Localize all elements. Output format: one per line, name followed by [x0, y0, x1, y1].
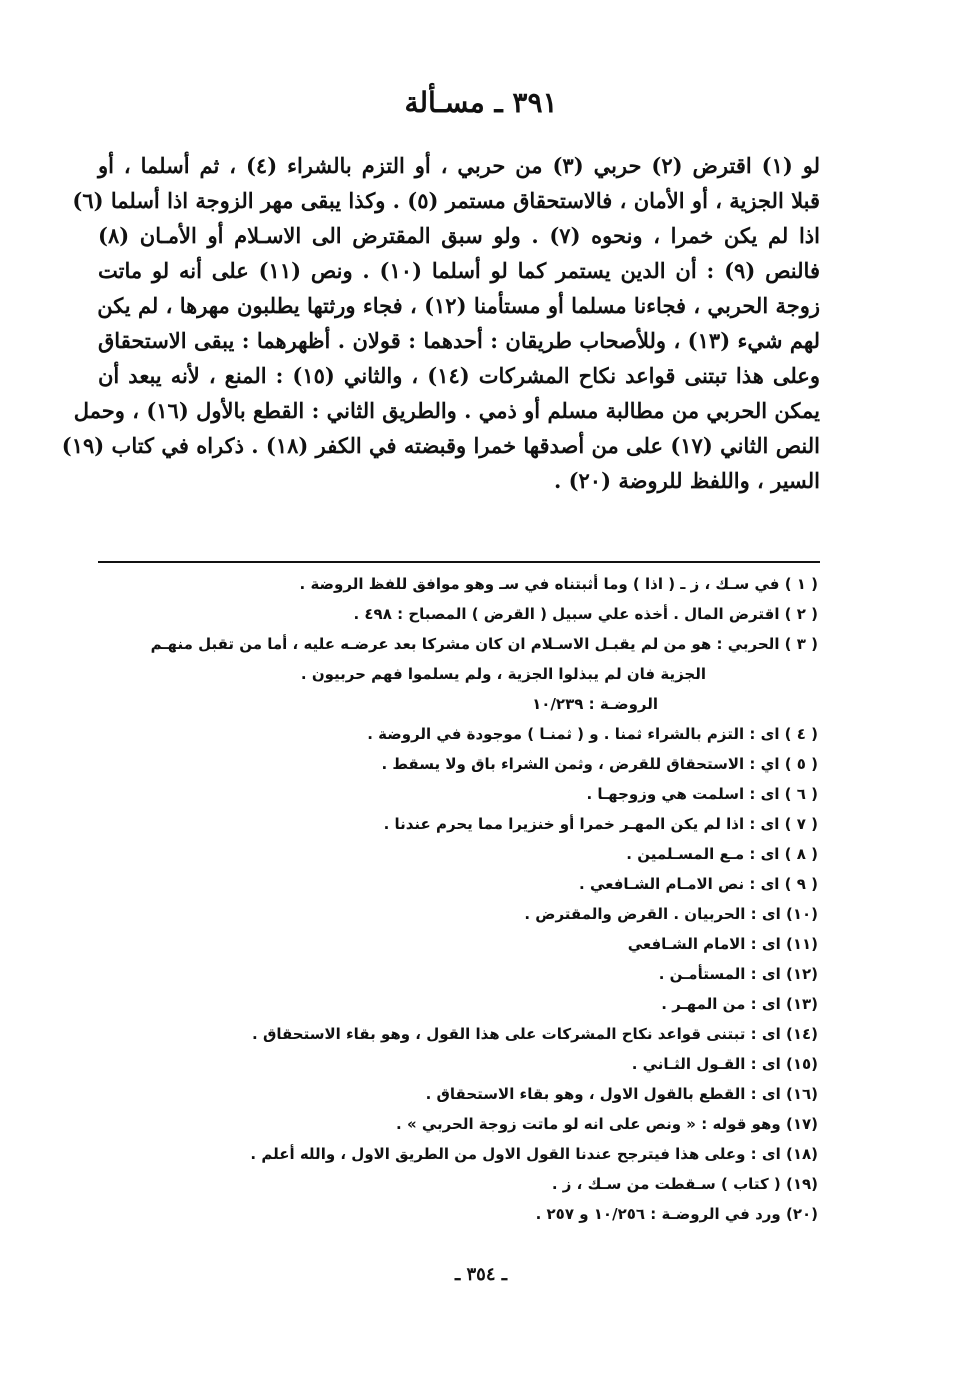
- footnote-divider: [98, 561, 820, 563]
- footnote: ( ٢ ) اقترض المال . أخذه علي سبيل ( القرض ) المصباح : ٤٩٨ .: [353, 605, 818, 623]
- body-line: السير ، واللفظ للروضة (٢٠) .: [553, 468, 820, 493]
- footnote: (١٠) اى : الحربيان . القرض والمقترض .: [524, 905, 818, 923]
- footnote: ( ١ ) في سـك ، ز ـ ( اذا ) وما أثبتناه في سـ وهو موافق للفظ الروضة .: [299, 575, 818, 593]
- footnote: ( ٥ ) اي : الاستحقاق للقرض ، وثمن الشراء باق ولا يسقط .: [381, 755, 818, 773]
- footnote: (١٤) اى : تبتنى قواعد نكاح المشركات على هذا القول ، وهو بقاء الاستحقاق .: [252, 1025, 818, 1043]
- body-line: زوجة الحربي ، فجاءنا مسلما أو مستأمنا (١٢) ، فجاء ورثتها يطلبون مهرها ، لم يكن: [97, 293, 820, 318]
- footnote: (١٣) اى : من المهـر .: [661, 995, 818, 1013]
- footnote: ( ٣ ) الحربي : هو من لم يقبـل الاسـلام ان كان مشركا بعد عرضـه عليه ، أما من تقبل منهـم: [150, 635, 818, 653]
- footnote: ( ٤ ) اى : التزم بالشراء ثمنا . و ( ثمنـا ) موجودة في الروضة .: [367, 725, 818, 743]
- main-text: [61, 148, 820, 498]
- footnote: ( ٨ ) اى : مـع المسـلمين .: [626, 845, 818, 863]
- body-line: قبلا الجزية ، أو الأمان ، فالاستحقاق مستمر (٥) . وكذا يبقى مهر الزوجة اذا أسلما (٦): [72, 188, 820, 213]
- footnote: (١٦) اى : القطع بالقول الاول ، وهو بقاء الاستحقاق .: [425, 1085, 818, 1103]
- footnote: ( ٦ ) اى : اسلمت هي وزوجهـا .: [586, 785, 818, 803]
- footnote: (١٨) اى : وعلى هذا فيترجح عندنا القول الاول من الطريق الاول ، والله أعلم .: [250, 1145, 818, 1163]
- footnote: ( ٧ ) اى : اذا لم يكن المهـر خمرا أو خنزيرا مما يحرم عندنا .: [383, 815, 818, 833]
- body-line: لهم شيء (١٣) ، وللأصحاب طريقان : أحدهما : قولان . أظهرهما : يبقى الاستحقاق: [98, 328, 820, 353]
- body-line: وعلى هذا تبتنى قواعد نكاح المشركات (١٤) ، والثاني (١٥) : المنع ، لأنه يبعد أن: [98, 363, 820, 388]
- footnote: (١٧) وهو قوله : « ونص على انه لو ماتت زوجة الحربي » .: [396, 1115, 818, 1133]
- footnote: (٢٠) ورد في الروضـة : ١٠/٢٥٦ و ٢٥٧ .: [535, 1205, 818, 1223]
- footnote: (١١) اى : الامام الشـافعي: [627, 935, 818, 953]
- footnote-reference: الروضـة : ١٠/٢٣٩: [532, 695, 658, 713]
- body-line: يمكن الحربي من مطالبة مسلم أو ذمي . والطريق الثاني : القطع بالأول (١٦) ، وحمل: [73, 398, 820, 423]
- body-line: اذا لم يكن خمرا ، ونحوه (٧) . ولو سبق المقترض الى الاسـلام أو الأمـان (٨): [98, 223, 820, 248]
- body-line: فالنص (٩) : أن الدين يستمر كما لو أسلما (١٠) . ونص (١١) على أنه لو ماتت: [98, 258, 820, 283]
- footnote-continuation: الجزية فان لم يبذلوا الجزية ، ولم يسلموا فهم حربيون .: [300, 665, 706, 683]
- footnote: (١٥) اى : القـول الثـاني .: [631, 1055, 818, 1073]
- body-line: لو (١) اقترض (٢) حربي (٣) من حربي ، أو التزم بالشراء (٤) ، ثم أسلما ، أو: [98, 153, 820, 178]
- footnote: (١٢) اى : المستأمـن .: [658, 965, 818, 983]
- body-line: النص الثاني (١٧) على من أصدقها خمرا وقبضته في الكفر (١٨) . ذكراه في كتاب (١٩): [61, 433, 820, 458]
- footnote: (١٩) ( كتاب ) سـقطت من سـك ، ز .: [551, 1175, 818, 1193]
- section-title: ٣٩١ ـ مسـألة: [404, 86, 558, 119]
- footnote: ( ٩ ) اى : نص الامـام الشـافعي .: [579, 875, 818, 893]
- page-number: ـ ٣٥٤ ـ: [454, 1264, 508, 1285]
- footnotes: [100, 569, 818, 1229]
